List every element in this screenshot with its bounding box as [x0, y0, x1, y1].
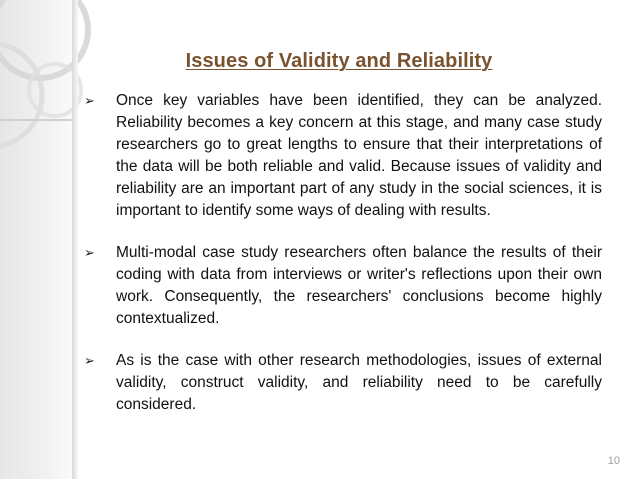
slide-title [0, 50, 638, 73]
slide-title-text: Issues of Validity and Reliability [185, 50, 493, 72]
bullet-text: Once key variables have been identified, they can be analyzed. Reliability becomes a key concern at this stage, and many case study researchers go to great lengths to ensure that their interpretations of the data will be both reliable and valid. Because issues of validity and reliability are an important part of any study in the social sciences, it is important to identify some ways of dealing with results. [116, 92, 602, 219]
arrow-bullet-icon: ➢ [84, 245, 95, 260]
bullet-text: Multi-modal case study researchers often balance the results of their coding with data from interviews or writer's reflections upon their own work. Consequently, the researchers' conclusions become highly contextualized. [116, 244, 602, 327]
bullet-item [84, 242, 602, 330]
bullet-item [84, 350, 602, 416]
arrow-bullet-icon: ➢ [84, 353, 95, 368]
bullet-text: As is the case with other research methodologies, issues of external validity, construct validity, and reliability need to be carefully considered. [116, 352, 602, 413]
page-number: 10 [607, 455, 620, 467]
bullet-list [84, 90, 602, 436]
arrow-bullet-icon: ➢ [84, 93, 95, 108]
bullet-item [84, 90, 602, 222]
